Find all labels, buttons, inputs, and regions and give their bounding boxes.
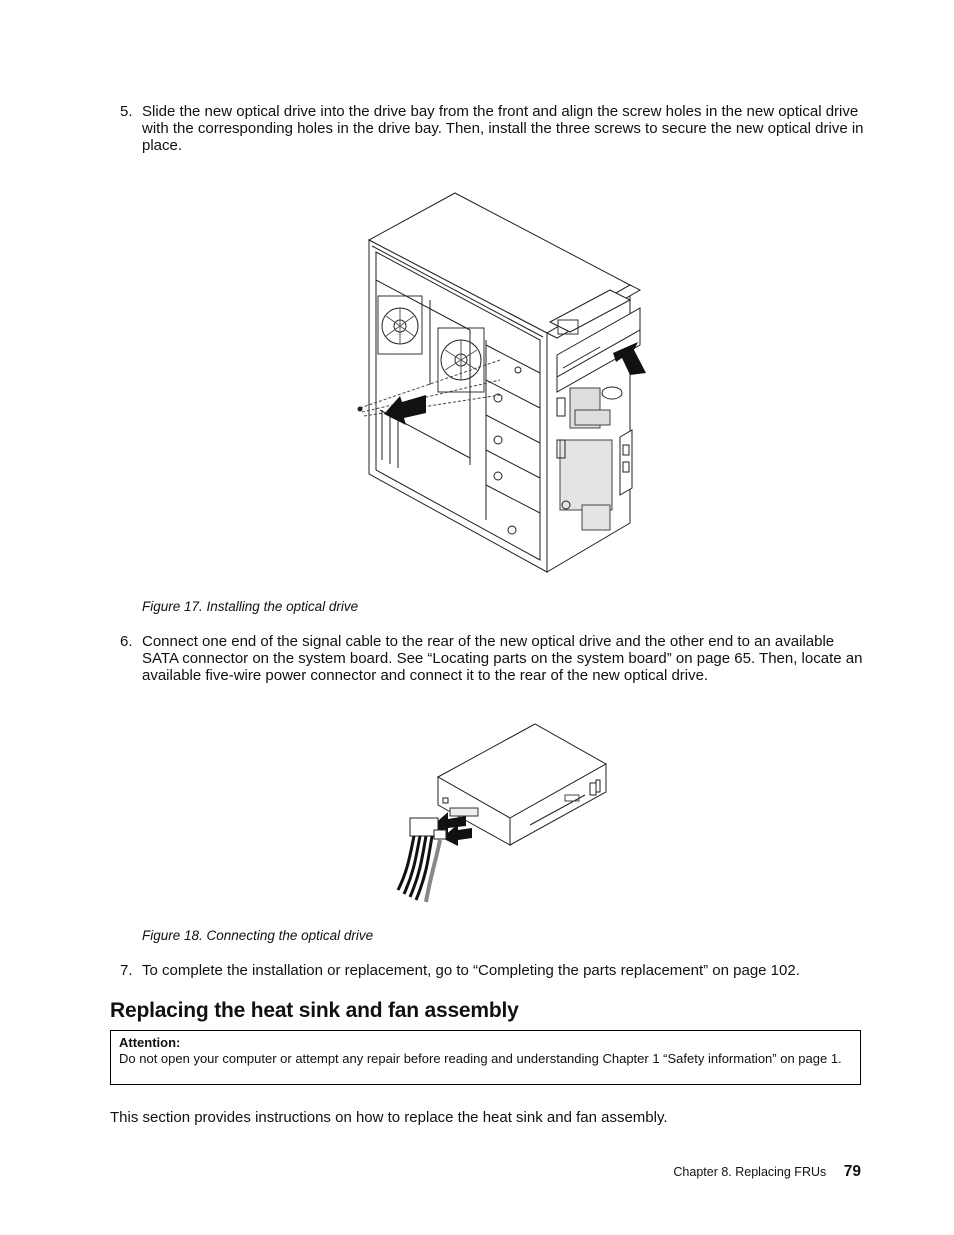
page-footer — [673, 1163, 861, 1181]
figure-17-illustration — [352, 190, 652, 580]
attention-text: Do not open your computer or attempt any repair before reading and understanding Chapter 1 “Safety information” on page 1. — [119, 1051, 842, 1066]
section-heading: Replacing the heat sink and fan assembly — [110, 999, 519, 1022]
step-number: 6. — [120, 633, 133, 650]
step-text: Slide the new optical drive into the drive bay from the front and align the screw holes in the new optical drive with the corresponding holes in the drive bay. Then, install the three screws to secure the new optical drive in place. — [142, 103, 864, 154]
page-number: 79 — [843, 1163, 861, 1180]
step-text: Connect one end of the signal cable to the rear of the new optical drive and the other end to an available SATA connector on the system board. See “Locating parts on the system board” on page 65. Then, locate an available five-wire power connector and connect it to the rear of the new optical drive. — [142, 633, 863, 684]
figure-18-illustration — [390, 720, 610, 910]
figure-18-caption: Figure 18. Connecting the optical drive — [142, 928, 374, 943]
step-number: 7. — [120, 962, 133, 979]
figure-17-caption: Figure 17. Installing the optical drive — [142, 599, 359, 614]
attention-box — [110, 1030, 861, 1085]
footer-chapter: Chapter 8. Replacing FRUs — [673, 1165, 827, 1179]
step-text: To complete the installation or replacement, go to “Completing the parts replacement” on page 102. — [142, 962, 800, 979]
step-number: 5. — [120, 103, 133, 120]
section-intro: This section provides instructions on how to replace the heat sink and fan assembly. — [110, 1109, 668, 1126]
attention-title: Attention: — [119, 1035, 181, 1050]
